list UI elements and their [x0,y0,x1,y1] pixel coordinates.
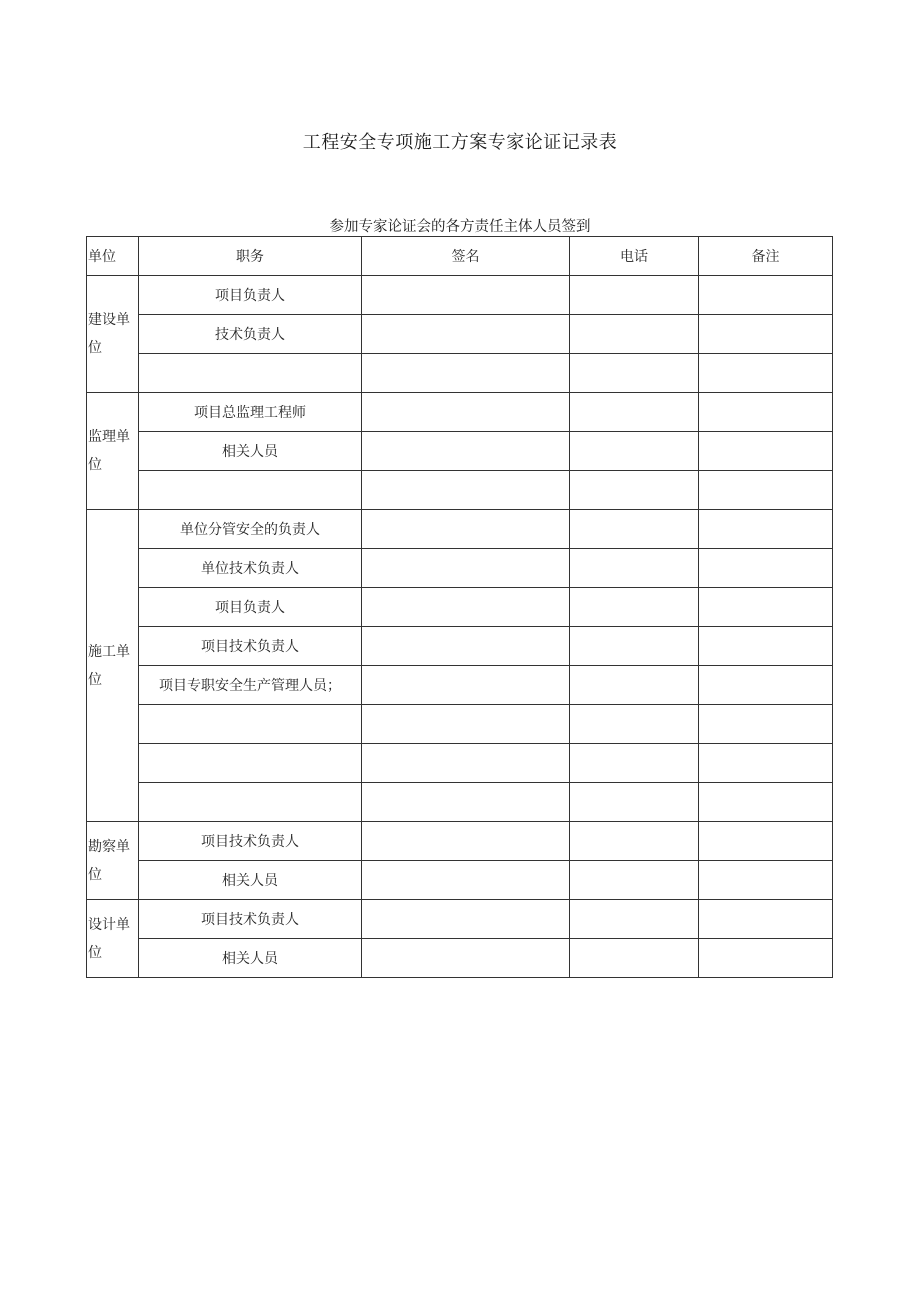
table-row [87,822,833,861]
table-row [87,744,833,783]
remark-cell[interactable] [699,315,833,354]
signature-cell[interactable] [362,354,570,393]
duty-cell: 相关人员 [139,939,362,978]
remark-cell[interactable] [699,471,833,510]
remark-cell[interactable] [699,900,833,939]
signature-cell[interactable] [362,276,570,315]
duty-cell: 项目总监理工程师 [139,393,362,432]
table-header-row [87,237,833,276]
duty-cell: 项目负责人 [139,588,362,627]
phone-cell[interactable] [570,627,699,666]
remark-cell[interactable] [699,393,833,432]
header-phone: 电话 [570,237,699,276]
remark-cell[interactable] [699,432,833,471]
duty-cell [139,354,362,393]
table-row [87,588,833,627]
remark-cell[interactable] [699,276,833,315]
signature-cell[interactable] [362,471,570,510]
table-row [87,627,833,666]
remark-cell[interactable] [699,939,833,978]
duty-cell [139,744,362,783]
phone-cell[interactable] [570,744,699,783]
signature-cell[interactable] [362,432,570,471]
phone-cell[interactable] [570,315,699,354]
phone-cell[interactable] [570,471,699,510]
table-row [87,510,833,549]
table-row [87,939,833,978]
signature-cell[interactable] [362,744,570,783]
table-row [87,432,833,471]
table-row [87,705,833,744]
phone-cell[interactable] [570,549,699,588]
remark-cell[interactable] [699,783,833,822]
duty-cell: 单位分管安全的负责人 [139,510,362,549]
remark-cell[interactable] [699,627,833,666]
phone-cell[interactable] [570,393,699,432]
phone-cell[interactable] [570,939,699,978]
unit-cell: 监理单位 [87,393,139,510]
phone-cell[interactable] [570,432,699,471]
table-row [87,861,833,900]
signature-cell[interactable] [362,783,570,822]
phone-cell[interactable] [570,705,699,744]
signature-cell[interactable] [362,666,570,705]
duty-cell [139,705,362,744]
phone-cell[interactable] [570,900,699,939]
sign-in-table [86,236,833,978]
phone-cell[interactable] [570,510,699,549]
remark-cell[interactable] [699,588,833,627]
signature-cell[interactable] [362,861,570,900]
signature-cell[interactable] [362,588,570,627]
phone-cell[interactable] [570,666,699,705]
unit-cell: 施工单位 [87,510,139,822]
remark-cell[interactable] [699,354,833,393]
sign-in-table-body [87,237,833,978]
remark-cell[interactable] [699,705,833,744]
unit-cell: 建设单位 [87,276,139,393]
table-row [87,276,833,315]
table-row [87,666,833,705]
signature-cell[interactable] [362,939,570,978]
duty-cell: 项目负责人 [139,276,362,315]
remark-cell[interactable] [699,510,833,549]
signature-cell[interactable] [362,315,570,354]
table-row [87,471,833,510]
table-caption: 参加专家论证会的各方责任主体人员签到 [329,219,591,235]
duty-cell: 项目专职安全生产管理人员； [139,666,362,705]
duty-cell: 项目技术负责人 [139,627,362,666]
remark-cell[interactable] [699,549,833,588]
document-title: 工程安全专项施工方案专家论证记录表 [302,132,618,153]
table-row [87,549,833,588]
duty-cell: 相关人员 [139,432,362,471]
duty-cell: 项目技术负责人 [139,900,362,939]
phone-cell[interactable] [570,822,699,861]
header-unit: 单位 [87,237,139,276]
remark-cell[interactable] [699,666,833,705]
table-row [87,354,833,393]
signature-cell[interactable] [362,705,570,744]
duty-cell [139,783,362,822]
phone-cell[interactable] [570,783,699,822]
table-row [87,315,833,354]
header-signature: 签名 [362,237,570,276]
phone-cell[interactable] [570,276,699,315]
duty-cell [139,471,362,510]
signature-cell[interactable] [362,822,570,861]
unit-cell: 勘察单位 [87,822,139,900]
header-duty: 职务 [139,237,362,276]
table-row [87,393,833,432]
signature-cell[interactable] [362,900,570,939]
signature-cell[interactable] [362,627,570,666]
duty-cell: 单位技术负责人 [139,549,362,588]
remark-cell[interactable] [699,744,833,783]
signature-cell[interactable] [362,393,570,432]
phone-cell[interactable] [570,588,699,627]
remark-cell[interactable] [699,822,833,861]
remark-cell[interactable] [699,861,833,900]
table-row [87,900,833,939]
duty-cell: 技术负责人 [139,315,362,354]
signature-cell[interactable] [362,510,570,549]
table-row [87,783,833,822]
phone-cell[interactable] [570,354,699,393]
unit-cell: 设计单位 [87,900,139,978]
header-remark: 备注 [699,237,833,276]
duty-cell: 相关人员 [139,861,362,900]
duty-cell: 项目技术负责人 [139,822,362,861]
phone-cell[interactable] [570,861,699,900]
signature-cell[interactable] [362,549,570,588]
